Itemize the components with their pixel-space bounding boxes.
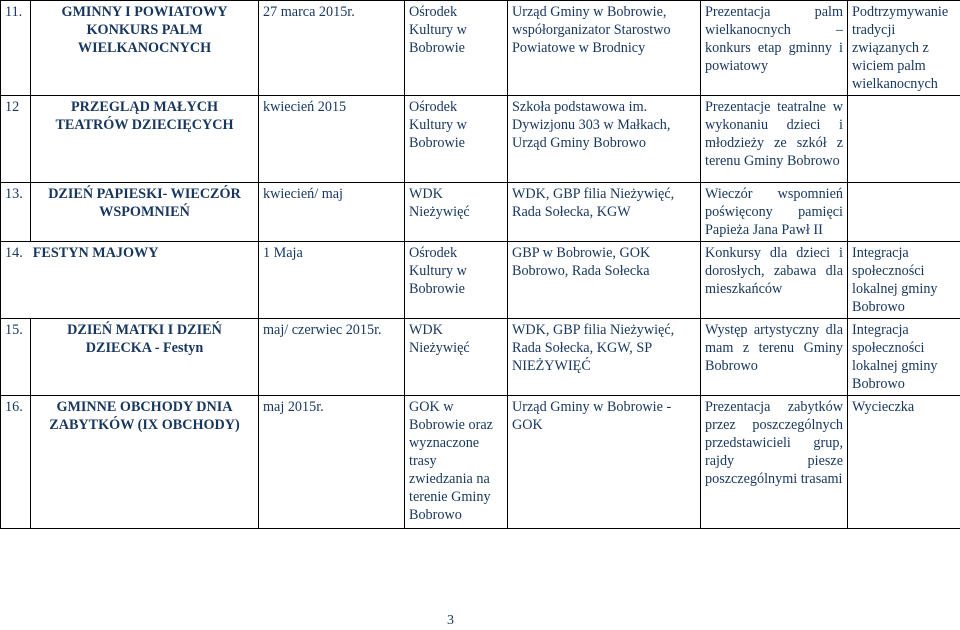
- event-form: Wieczór wspomnień poświęcony pamięci Papieża Jana Pawł II: [701, 183, 848, 242]
- table-row: [1, 319, 960, 396]
- table-row: [1, 242, 960, 319]
- event-goal: Integracja społeczności lokalnej gminy Bobrowo: [848, 319, 960, 396]
- event-partners: WDK, GBP filia Nieżywięć, Rada Sołecka, KGW, SP NIEŻYWIĘĆ: [508, 319, 701, 396]
- event-partners: WDK, GBP filia Nieżywięć, Rada Sołecka, KGW: [508, 183, 701, 242]
- event-date: kwiecień 2015: [259, 96, 405, 183]
- event-goal: [848, 183, 960, 242]
- event-goal: Podtrzymywanie tradycji związanych z wiciem palm wielkanocnych: [848, 1, 960, 96]
- event-organizer: Ośrodek Kultury w Bobrowie: [405, 242, 508, 319]
- table-row: [1, 96, 960, 183]
- row-number: 12: [1, 96, 31, 183]
- event-goal: Wycieczka: [848, 396, 960, 529]
- table-row: [1, 183, 960, 242]
- event-title: DZIEŃ PAPIESKI- WIECZÓR WSPOMNIEŃ: [31, 183, 259, 242]
- event-goal: [848, 96, 960, 183]
- event-form: Prezentacja zabytków przez poszczególnych przedstawicieli grup, rajdy piesze poszczególnymi trasami: [701, 396, 848, 529]
- event-partners: Szkoła podstawowa im. Dywizjonu 303 w Małkach, Urząd Gminy Bobrowo: [508, 96, 701, 183]
- event-title: GMINNE OBCHODY DNIA ZABYTKÓW (IX OBCHODY): [31, 396, 259, 529]
- row-number: 14.: [5, 245, 23, 261]
- event-goal: Integracja społeczności lokalnej gminy Bobrowo: [848, 242, 960, 319]
- row-number: 11.: [1, 1, 31, 96]
- event-partners: GBP w Bobrowie, GOK Bobrowo, Rada Sołecka: [508, 242, 701, 319]
- page-number: 3: [447, 613, 454, 628]
- event-partners: Urząd Gminy w Bobrowie, współorganizator Starostwo Powiatowe w Brodnicy: [508, 1, 701, 96]
- event-organizer: GOK w Bobrowie oraz wyznaczone trasy zwiedzania na terenie Gminy Bobrowo: [405, 396, 508, 529]
- event-title: 14. FESTYN MAJOWY: [1, 242, 259, 319]
- event-title: PRZEGLĄD MAŁYCH TEATRÓW DZIECIĘCYCH: [31, 96, 259, 183]
- event-organizer: Ośrodek Kultury w Bobrowie: [405, 1, 508, 96]
- event-organizer: Ośrodek Kultury w Bobrowie: [405, 96, 508, 183]
- event-date: kwiecień/ maj: [259, 183, 405, 242]
- table-row: [1, 1, 960, 96]
- event-title: DZIEŃ MATKI I DZIEŃ DZIECKA - Festyn: [31, 319, 259, 396]
- event-title: GMINNY I POWIATOWY KONKURS PALM WIELKANOCNYCH: [31, 1, 259, 96]
- event-form: Prezentacja palm wielkanocnych – konkurs etap gminny i powiatowy: [701, 1, 848, 96]
- table-row: [1, 396, 960, 529]
- event-date: 27 marca 2015r.: [259, 1, 405, 96]
- event-organizer: WDK Nieżywięć: [405, 319, 508, 396]
- event-form: Prezentacje teatralne w wykonaniu dzieci i młodzieży ze szkół z terenu Gminy Bobrowo: [701, 96, 848, 183]
- row-number: 15.: [1, 319, 31, 396]
- event-date: maj/ czerwiec 2015r.: [259, 319, 405, 396]
- event-partners: Urząd Gminy w Bobrowie - GOK: [508, 396, 701, 529]
- event-organizer: WDK Nieżywięć: [405, 183, 508, 242]
- event-form: Występ artystyczny dla mam z terenu Gminy Bobrowo: [701, 319, 848, 396]
- event-date: maj 2015r.: [259, 396, 405, 529]
- row-number: 16.: [1, 396, 31, 529]
- event-date: 1 Maja: [259, 242, 405, 319]
- event-form: Konkursy dla dzieci i dorosłych, zabawa dla mieszkańców: [701, 242, 848, 319]
- row-number: 13.: [1, 183, 31, 242]
